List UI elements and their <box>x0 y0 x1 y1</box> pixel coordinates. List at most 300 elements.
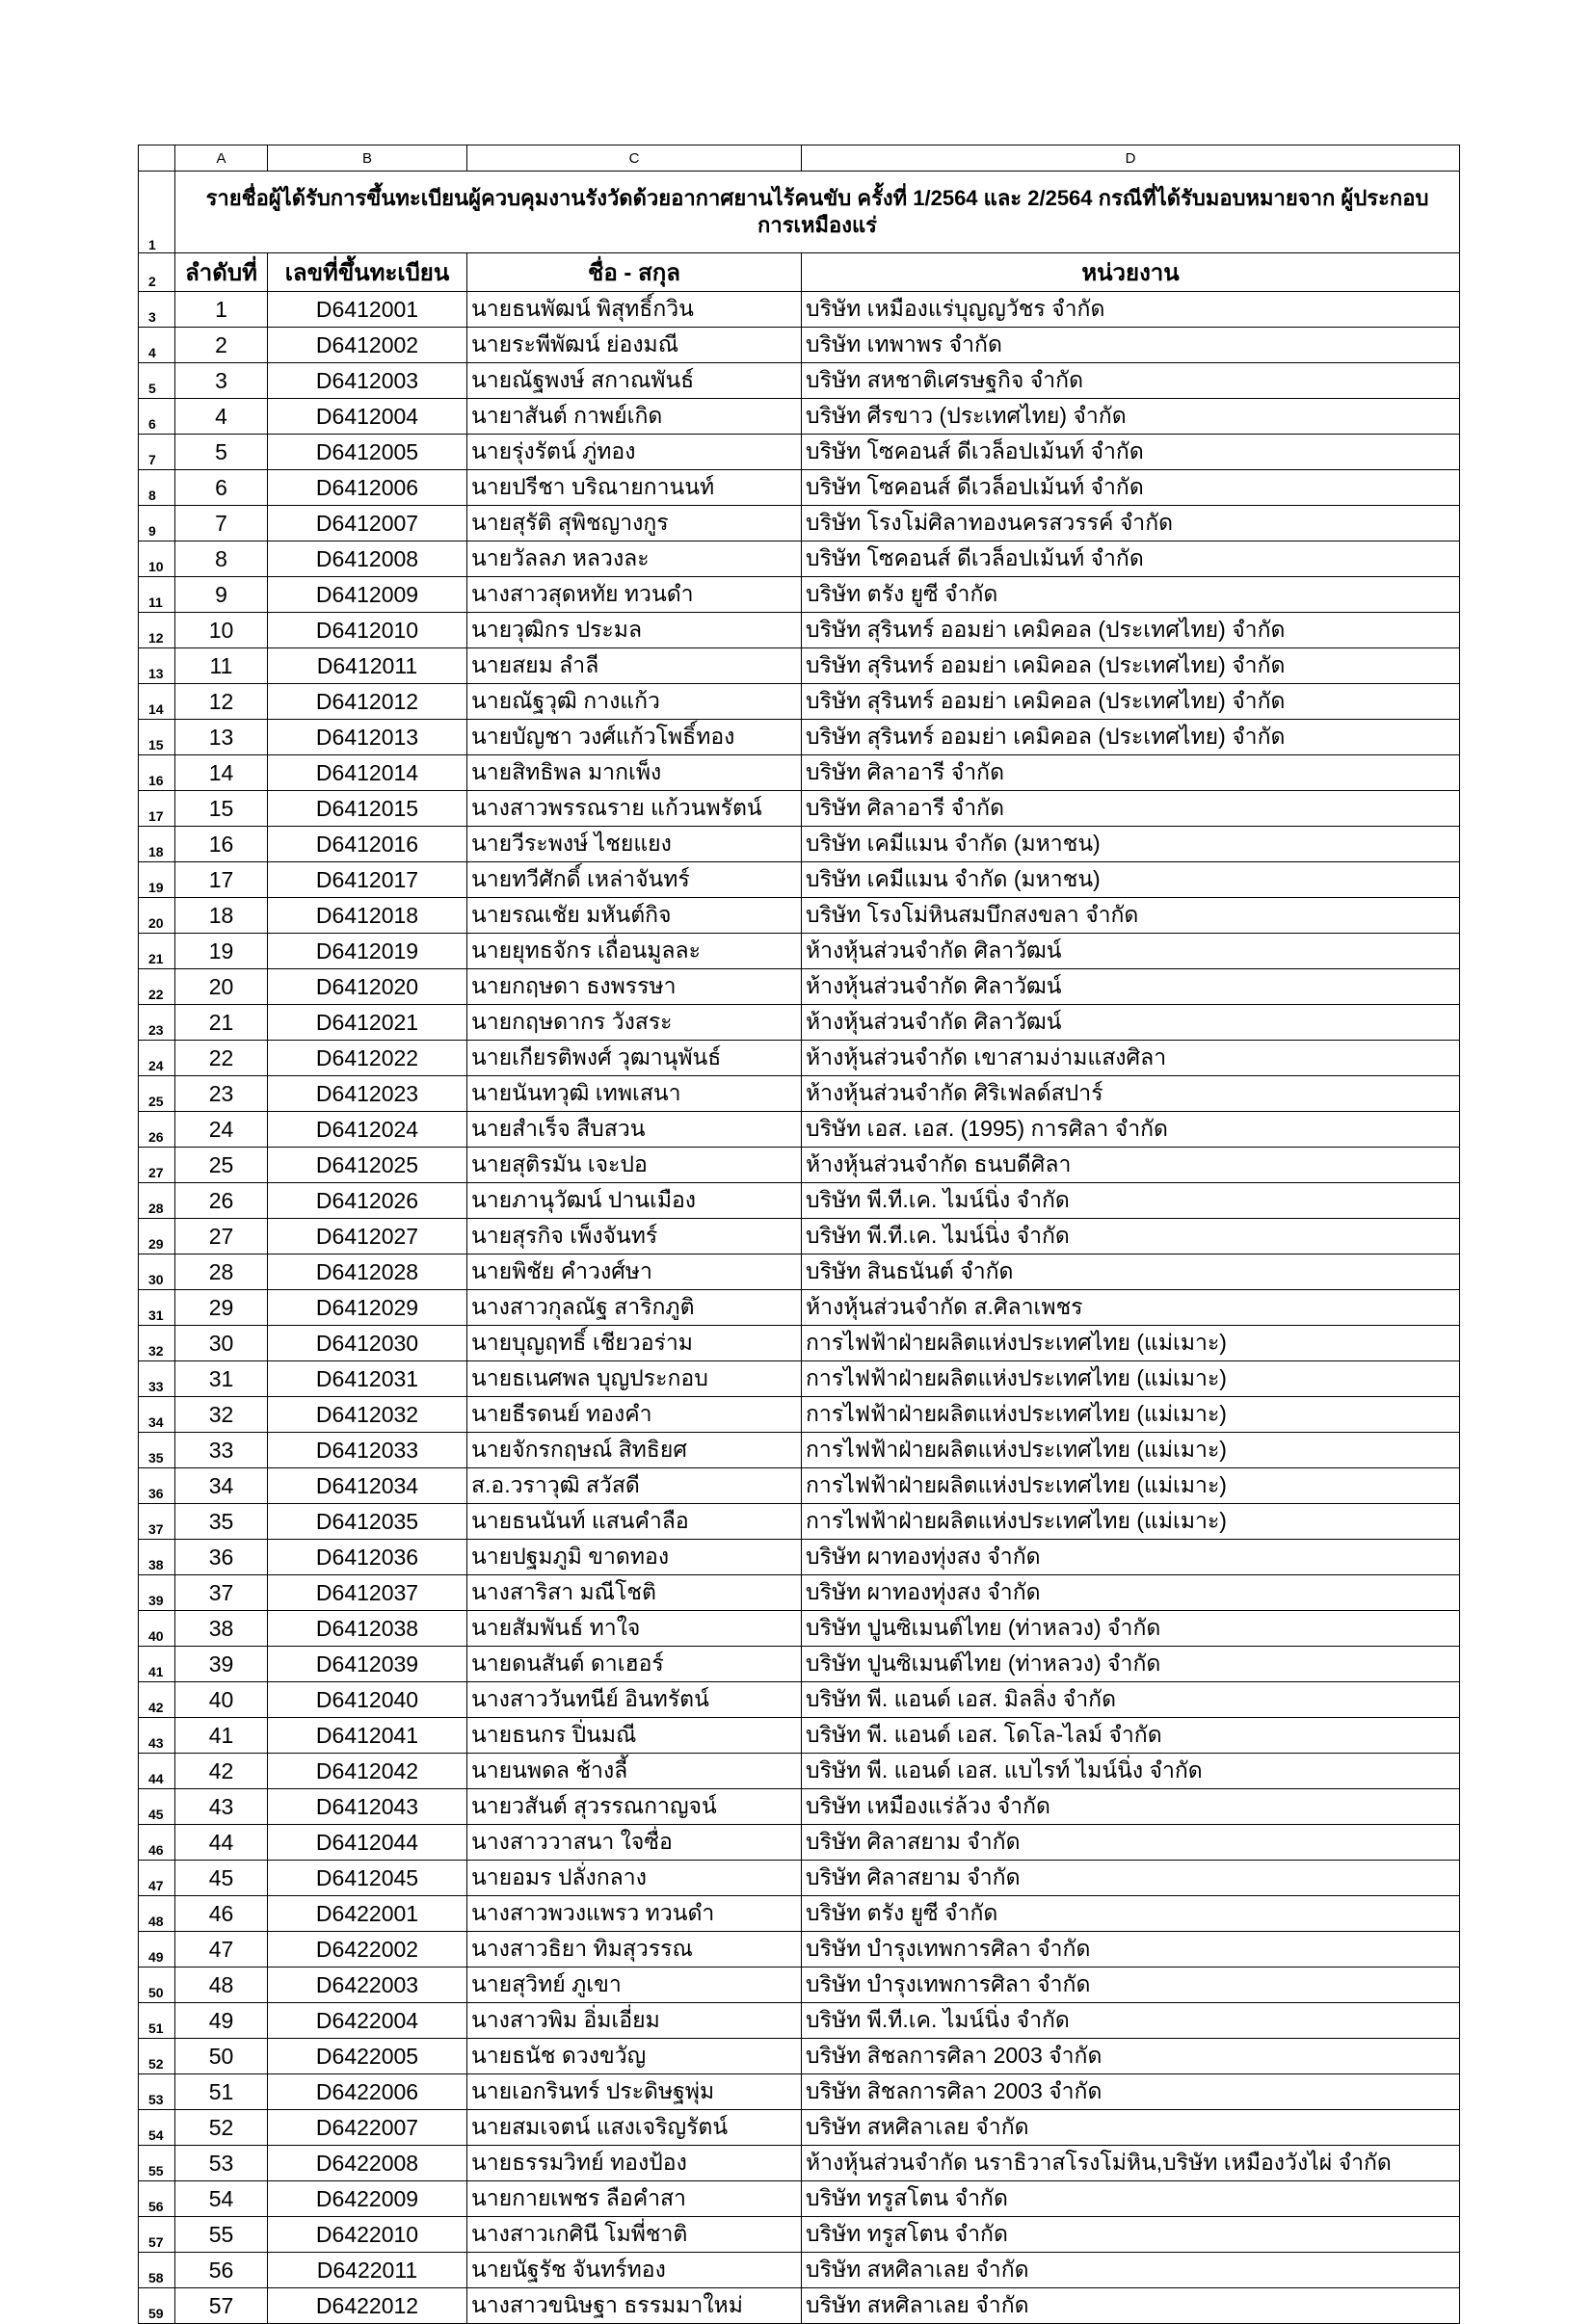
table-row <box>139 2146 1460 2181</box>
cell-name: นางสาริสา มณีโชติ <box>467 1575 802 1611</box>
cell-organization: บริษัท พี.ที.เค. ไมน์นิ่ง จำกัด <box>802 2003 1460 2039</box>
cell-name: นายบัญชา วงศ์แก้วโพธิ์ทอง <box>467 720 802 755</box>
row-number: 56 <box>139 2181 175 2217</box>
table-row <box>139 1290 1460 1326</box>
cell-name: นายนันทวุฒิ เทพเสนา <box>467 1076 802 1112</box>
row-number: 29 <box>139 1219 175 1254</box>
row-number: 18 <box>139 827 175 862</box>
cell-registration-no: D6412027 <box>268 1219 467 1254</box>
cell-name: นายธีรดนย์ ทองคำ <box>467 1397 802 1433</box>
table-row <box>139 328 1460 363</box>
table-row <box>139 862 1460 898</box>
cell-no: 2 <box>175 328 268 363</box>
cell-organization: บริษัท เหมืองแร่ล้วง จำกัด <box>802 1789 1460 1825</box>
row-number: 26 <box>139 1112 175 1148</box>
cell-registration-no: D6412030 <box>268 1326 467 1361</box>
cell-name: นายปฐมภูมิ ขาดทอง <box>467 1540 802 1575</box>
cell-registration-no: D6412012 <box>268 684 467 720</box>
cell-name: นายกฤษดากร วังสระ <box>467 1005 802 1041</box>
cell-name: นายสมเจตน์ แสงเจริญรัตน์ <box>467 2110 802 2146</box>
table-row <box>139 1575 1460 1611</box>
table-row <box>139 470 1460 506</box>
cell-registration-no: D6412014 <box>268 755 467 791</box>
cell-no: 20 <box>175 969 268 1005</box>
cell-no: 31 <box>175 1361 268 1397</box>
row-number: 54 <box>139 2110 175 2146</box>
cell-organization: บริษัท สหศิลาเลย จำกัด <box>802 2288 1460 2324</box>
row-number: 7 <box>139 435 175 470</box>
cell-registration-no: D6412016 <box>268 827 467 862</box>
cell-organization: บริษัท สหศิลาเลย จำกัด <box>802 2253 1460 2288</box>
cell-organization: ห้างหุ้นส่วนจำกัด เขาสามง่ามแสงศิลา <box>802 1041 1460 1076</box>
cell-no: 14 <box>175 755 268 791</box>
row-number: 53 <box>139 2074 175 2110</box>
cell-name: นางสาวพิม อิ่มเอี่ยม <box>467 2003 802 2039</box>
cell-organization: บริษัท พี. แอนด์ เอส. โดโล-ไลม์ จำกัด <box>802 1718 1460 1754</box>
cell-name: นายระพีพัฒน์ ย่องมณี <box>467 328 802 363</box>
table-row <box>139 2253 1460 2288</box>
cell-organization: บริษัท โซคอนส์ ดีเวล็อปเม้นท์ จำกัด <box>802 435 1460 470</box>
cell-name: ส.อ.วราวุฒิ สวัสดี <box>467 1468 802 1504</box>
cell-organization: บริษัท โรงโม่หินสมบึกสงขลา จำกัด <box>802 898 1460 934</box>
column-letter-c: C <box>467 145 802 172</box>
cell-organization: บริษัท สินธนันต์ จำกัด <box>802 1254 1460 1290</box>
cell-registration-no: D6412038 <box>268 1611 467 1647</box>
row-number: 8 <box>139 470 175 506</box>
header-organization: หน่วยงาน <box>802 253 1460 292</box>
cell-registration-no: D6412008 <box>268 541 467 577</box>
row-number: 42 <box>139 1682 175 1718</box>
row-number: 41 <box>139 1647 175 1682</box>
cell-no: 41 <box>175 1718 268 1754</box>
cell-name: นายทวีศักดิ์ เหล่าจันทร์ <box>467 862 802 898</box>
row-number: 46 <box>139 1825 175 1861</box>
table-row <box>139 1825 1460 1861</box>
column-letter-a: A <box>175 145 268 172</box>
title-row <box>139 172 1460 253</box>
table-row <box>139 2039 1460 2074</box>
sheet-body <box>139 145 1460 2324</box>
cell-organization: บริษัท สหชาติเศรษฐกิจ จำกัด <box>802 363 1460 399</box>
cell-no: 43 <box>175 1789 268 1825</box>
table-row <box>139 2181 1460 2217</box>
cell-organization: บริษัท เคมีแมน จำกัด (มหาชน) <box>802 827 1460 862</box>
table-row <box>139 1254 1460 1290</box>
row-number: 25 <box>139 1076 175 1112</box>
table-row <box>139 1896 1460 1932</box>
cell-registration-no: D6412017 <box>268 862 467 898</box>
row-number: 10 <box>139 541 175 577</box>
cell-name: นายนพดล ช้างลี้ <box>467 1754 802 1789</box>
cell-organization: ห้างหุ้นส่วนจำกัด ศิลาวัฒน์ <box>802 1005 1460 1041</box>
cell-registration-no: D6412031 <box>268 1361 467 1397</box>
table-row <box>139 1076 1460 1112</box>
row-number: 48 <box>139 1896 175 1932</box>
cell-registration-no: D6412024 <box>268 1112 467 1148</box>
row-number: 16 <box>139 755 175 791</box>
cell-organization: บริษัท สุรินทร์ ออมย่า เคมิคอล (ประเทศไทย) จำกัด <box>802 648 1460 684</box>
cell-no: 45 <box>175 1861 268 1896</box>
cell-no: 27 <box>175 1219 268 1254</box>
cell-organization: บริษัท ผาทองทุ่งสง จำกัด <box>802 1575 1460 1611</box>
row-number: 11 <box>139 577 175 613</box>
row-number: 17 <box>139 791 175 827</box>
cell-name: นายพิชัย คำวงศ์ษา <box>467 1254 802 1290</box>
cell-name: นายธเนศพล บุญประกอบ <box>467 1361 802 1397</box>
cell-organization: บริษัท พี. แอนด์ เอส. แบไรท์ ไมน์นิ่ง จำกัด <box>802 1754 1460 1789</box>
cell-name: นายสำเร็จ สืบสวน <box>467 1112 802 1148</box>
table-row <box>139 435 1460 470</box>
cell-registration-no: D6412029 <box>268 1290 467 1326</box>
cell-registration-no: D6422011 <box>268 2253 467 2288</box>
row-number: 49 <box>139 1932 175 1967</box>
cell-name: นายจักรกฤษณ์ สิทธิยศ <box>467 1433 802 1468</box>
cell-organization: บริษัท ทรูสโตน จำกัด <box>802 2217 1460 2253</box>
table-row <box>139 613 1460 648</box>
cell-organization: บริษัท เอส. เอส. (1995) การศิลา จำกัด <box>802 1112 1460 1148</box>
table-row <box>139 1754 1460 1789</box>
cell-no: 30 <box>175 1326 268 1361</box>
cell-registration-no: D6412044 <box>268 1825 467 1861</box>
cell-registration-no: D6412018 <box>268 898 467 934</box>
row-number: 22 <box>139 969 175 1005</box>
table-row <box>139 506 1460 541</box>
cell-name: นายเกียรติพงศ์ วุฒานุพันธ์ <box>467 1041 802 1076</box>
cell-registration-no: D6412004 <box>268 399 467 435</box>
row-number: 32 <box>139 1326 175 1361</box>
table-row <box>139 1540 1460 1575</box>
cell-no: 7 <box>175 506 268 541</box>
cell-organization: บริษัท โซคอนส์ ดีเวล็อปเม้นท์ จำกัด <box>802 470 1460 506</box>
table-row <box>139 1005 1460 1041</box>
cell-no: 55 <box>175 2217 268 2253</box>
row-number: 13 <box>139 648 175 684</box>
cell-registration-no: D6412006 <box>268 470 467 506</box>
cell-organization: บริษัท ศิลาสยาม จำกัด <box>802 1861 1460 1896</box>
cell-organization: บริษัท สุรินทร์ ออมย่า เคมิคอล (ประเทศไทย) จำกัด <box>802 613 1460 648</box>
cell-name: นางสาวขนิษฐา ธรรมมาใหม่ <box>467 2288 802 2324</box>
cell-organization: ห้างหุ้นส่วนจำกัด ธนบดีศิลา <box>802 1148 1460 1183</box>
cell-name: นายาสันต์ กาพย์เกิด <box>467 399 802 435</box>
cell-name: นางสาวพวงแพรว ทวนดำ <box>467 1896 802 1932</box>
cell-registration-no: D6412033 <box>268 1433 467 1468</box>
cell-no: 54 <box>175 2181 268 2217</box>
cell-registration-no: D6412043 <box>268 1789 467 1825</box>
cell-name: นายกายเพชร ลือคำสา <box>467 2181 802 2217</box>
cell-no: 37 <box>175 1575 268 1611</box>
cell-registration-no: D6412040 <box>268 1682 467 1718</box>
cell-name: นางสาวกุลณัฐ สาริกภูติ <box>467 1290 802 1326</box>
cell-organization: บริษัท สิชลการศิลา 2003 จำกัด <box>802 2074 1460 2110</box>
table-row <box>139 1682 1460 1718</box>
row-number: 6 <box>139 399 175 435</box>
spreadsheet-table <box>138 145 1460 2324</box>
cell-registration-no: D6422006 <box>268 2074 467 2110</box>
column-letter-b: B <box>268 145 467 172</box>
cell-registration-no: D6422008 <box>268 2146 467 2181</box>
cell-no: 10 <box>175 613 268 648</box>
cell-organization: บริษัท พี.ที.เค. ไมน์นิ่ง จำกัด <box>802 1219 1460 1254</box>
cell-no: 17 <box>175 862 268 898</box>
cell-registration-no: D6412035 <box>268 1504 467 1540</box>
cell-no: 57 <box>175 2288 268 2324</box>
cell-registration-no: D6412026 <box>268 1183 467 1219</box>
cell-organization: บริษัท เคมีแมน จำกัด (มหาชน) <box>802 862 1460 898</box>
table-row <box>139 2217 1460 2253</box>
cell-registration-no: D6412011 <box>268 648 467 684</box>
row-number: 36 <box>139 1468 175 1504</box>
cell-registration-no: D6412013 <box>268 720 467 755</box>
cell-name: นายสิทธิพล มากเพ็ง <box>467 755 802 791</box>
table-row <box>139 1718 1460 1754</box>
row-number: 31 <box>139 1290 175 1326</box>
cell-name: นายอมร ปลั่งกลาง <box>467 1861 802 1896</box>
cell-name: นางสาวสุดหทัย ทวนดำ <box>467 577 802 613</box>
cell-no: 18 <box>175 898 268 934</box>
cell-no: 24 <box>175 1112 268 1148</box>
row-number: 58 <box>139 2253 175 2288</box>
cell-no: 35 <box>175 1504 268 1540</box>
header-row <box>139 253 1460 292</box>
cell-organization: บริษัท ตรัง ยูซี จำกัด <box>802 1896 1460 1932</box>
cell-registration-no: D6412002 <box>268 328 467 363</box>
cell-organization: บริษัท ศิลาอารี จำกัด <box>802 791 1460 827</box>
row-number: 9 <box>139 506 175 541</box>
cell-no: 32 <box>175 1397 268 1433</box>
cell-name: นางสาวธิยา ทิมสุวรรณ <box>467 1932 802 1967</box>
cell-organization: ห้างหุ้นส่วนจำกัด ศิลาวัฒน์ <box>802 934 1460 969</box>
cell-no: 12 <box>175 684 268 720</box>
table-row <box>139 1112 1460 1148</box>
cell-registration-no: D6412005 <box>268 435 467 470</box>
row-number: 59 <box>139 2288 175 2324</box>
table-row <box>139 1647 1460 1682</box>
table-row <box>139 541 1460 577</box>
cell-registration-no: D6412036 <box>268 1540 467 1575</box>
cell-registration-no: D6412020 <box>268 969 467 1005</box>
cell-registration-no: D6422003 <box>268 1967 467 2003</box>
cell-no: 23 <box>175 1076 268 1112</box>
cell-organization: บริษัท สิชลการศิลา 2003 จำกัด <box>802 2039 1460 2074</box>
cell-no: 21 <box>175 1005 268 1041</box>
cell-name: นางสาวพรรณราย แก้วนพรัตน์ <box>467 791 802 827</box>
cell-registration-no: D6412039 <box>268 1647 467 1682</box>
cell-no: 15 <box>175 791 268 827</box>
cell-registration-no: D6412023 <box>268 1076 467 1112</box>
cell-no: 28 <box>175 1254 268 1290</box>
row-number: 23 <box>139 1005 175 1041</box>
table-row <box>139 1219 1460 1254</box>
table-row <box>139 399 1460 435</box>
cell-no: 22 <box>175 1041 268 1076</box>
row-number: 2 <box>139 253 175 292</box>
table-row <box>139 827 1460 862</box>
table-row <box>139 1611 1460 1647</box>
cell-no: 44 <box>175 1825 268 1861</box>
cell-organization: บริษัท ตรัง ยูซี จำกัด <box>802 577 1460 613</box>
cell-name: นายวีระพงษ์ ไชยแยง <box>467 827 802 862</box>
table-row <box>139 1468 1460 1504</box>
row-number: 20 <box>139 898 175 934</box>
cell-no: 9 <box>175 577 268 613</box>
cell-name: นายดนสันต์ ดาเฮอร์ <box>467 1647 802 1682</box>
cell-name: นายสุรกิจ เพ็งจันทร์ <box>467 1219 802 1254</box>
table-row <box>139 1932 1460 1967</box>
cell-name: นายสยม ลำลี <box>467 648 802 684</box>
cell-registration-no: D6412037 <box>268 1575 467 1611</box>
cell-name: นายเอกรินทร์ ประดิษฐพุ่ม <box>467 2074 802 2110</box>
row-number: 37 <box>139 1504 175 1540</box>
row-number: 1 <box>139 172 175 253</box>
table-row <box>139 1967 1460 2003</box>
cell-organization: บริษัท ปูนซิเมนต์ไทย (ท่าหลวง) จำกัด <box>802 1647 1460 1682</box>
cell-organization: บริษัท เทพาพร จำกัด <box>802 328 1460 363</box>
table-row <box>139 1861 1460 1896</box>
cell-organization: บริษัท โซคอนส์ ดีเวล็อปเม้นท์ จำกัด <box>802 541 1460 577</box>
table-row <box>139 363 1460 399</box>
table-row <box>139 2110 1460 2146</box>
cell-registration-no: D6412019 <box>268 934 467 969</box>
cell-name: นายวัลลภ หลวงละ <box>467 541 802 577</box>
row-number: 21 <box>139 934 175 969</box>
table-row <box>139 2003 1460 2039</box>
cell-no: 13 <box>175 720 268 755</box>
table-row <box>139 969 1460 1005</box>
table-row <box>139 577 1460 613</box>
cell-registration-no: D6422004 <box>268 2003 467 2039</box>
cell-name: นายณัฐพงษ์ สกาณพันธ์ <box>467 363 802 399</box>
cell-registration-no: D6412003 <box>268 363 467 399</box>
cell-name: นายสุวิทย์ ภูเขา <box>467 1967 802 2003</box>
row-number: 24 <box>139 1041 175 1076</box>
cell-organization: การไฟฟ้าฝ่ายผลิตแห่งประเทศไทย (แม่เมาะ) <box>802 1504 1460 1540</box>
cell-name: นายวุฒิกร ประมล <box>467 613 802 648</box>
cell-organization: การไฟฟ้าฝ่ายผลิตแห่งประเทศไทย (แม่เมาะ) <box>802 1433 1460 1468</box>
row-number: 47 <box>139 1861 175 1896</box>
table-row <box>139 791 1460 827</box>
cell-name: นายบุญฤทธิ์ เชียวอร่าม <box>467 1326 802 1361</box>
cell-registration-no: D6422001 <box>268 1896 467 1932</box>
cell-no: 48 <box>175 1967 268 2003</box>
cell-name: นายยุทธจักร เถื่อนมูลละ <box>467 934 802 969</box>
cell-registration-no: D6422012 <box>268 2288 467 2324</box>
table-row <box>139 1326 1460 1361</box>
cell-organization: การไฟฟ้าฝ่ายผลิตแห่งประเทศไทย (แม่เมาะ) <box>802 1361 1460 1397</box>
cell-registration-no: D6422010 <box>268 2217 467 2253</box>
table-row <box>139 2074 1460 2110</box>
corner-cell <box>139 145 175 172</box>
cell-organization: บริษัท บำรุงเทพการศิลา จำกัด <box>802 1932 1460 1967</box>
cell-organization: บริษัท สุรินทร์ ออมย่า เคมิคอล (ประเทศไทย) จำกัด <box>802 720 1460 755</box>
cell-name: นายสัมพันธ์ ทาใจ <box>467 1611 802 1647</box>
table-row <box>139 292 1460 328</box>
cell-registration-no: D6412010 <box>268 613 467 648</box>
cell-no: 25 <box>175 1148 268 1183</box>
cell-no: 4 <box>175 399 268 435</box>
cell-no: 47 <box>175 1932 268 1967</box>
cell-name: นางสาวเกศินี โมพี่ชาติ <box>467 2217 802 2253</box>
table-row <box>139 755 1460 791</box>
table-row <box>139 720 1460 755</box>
row-number: 15 <box>139 720 175 755</box>
cell-organization: การไฟฟ้าฝ่ายผลิตแห่งประเทศไทย (แม่เมาะ) <box>802 1326 1460 1361</box>
cell-no: 36 <box>175 1540 268 1575</box>
cell-no: 8 <box>175 541 268 577</box>
cell-no: 56 <box>175 2253 268 2288</box>
cell-organization: บริษัท ทรูสโตน จำกัด <box>802 2181 1460 2217</box>
cell-no: 53 <box>175 2146 268 2181</box>
cell-no: 26 <box>175 1183 268 1219</box>
cell-no: 46 <box>175 1896 268 1932</box>
header-registration-no: เลขที่ขึ้นทะเบียน <box>268 253 467 292</box>
row-number: 28 <box>139 1183 175 1219</box>
cell-name: นายวสันต์ สุวรรณกาญจน์ <box>467 1789 802 1825</box>
cell-name: นายรุ่งรัตน์ ภู่ทอง <box>467 435 802 470</box>
cell-organization: บริษัท เหมืองแร่บุญญวัชร จำกัด <box>802 292 1460 328</box>
table-row <box>139 1397 1460 1433</box>
cell-organization: บริษัท ปูนซิเมนต์ไทย (ท่าหลวง) จำกัด <box>802 1611 1460 1647</box>
cell-no: 5 <box>175 435 268 470</box>
cell-organization: บริษัท ผาทองทุ่งสง จำกัด <box>802 1540 1460 1575</box>
row-number: 35 <box>139 1433 175 1468</box>
cell-name: นายธนกร ปิ่นมณี <box>467 1718 802 1754</box>
row-number: 50 <box>139 1967 175 2003</box>
cell-registration-no: D6422007 <box>268 2110 467 2146</box>
row-number: 14 <box>139 684 175 720</box>
cell-organization: บริษัท บำรุงเทพการศิลา จำกัด <box>802 1967 1460 2003</box>
cell-no: 38 <box>175 1611 268 1647</box>
cell-no: 16 <box>175 827 268 862</box>
cell-organization: บริษัท ศิลาสยาม จำกัด <box>802 1825 1460 1861</box>
header-no: ลำดับที่ <box>175 253 268 292</box>
header-name: ชื่อ - สกุล <box>467 253 802 292</box>
row-number: 5 <box>139 363 175 399</box>
cell-registration-no: D6422002 <box>268 1932 467 1967</box>
column-letter-d: D <box>802 145 1460 172</box>
cell-name: นายสุรัติ สุพิชญางกูร <box>467 506 802 541</box>
cell-no: 39 <box>175 1647 268 1682</box>
row-number: 12 <box>139 613 175 648</box>
row-number: 44 <box>139 1754 175 1789</box>
cell-organization: การไฟฟ้าฝ่ายผลิตแห่งประเทศไทย (แม่เมาะ) <box>802 1468 1460 1504</box>
cell-name: นายนัฐรัช จันทร์ทอง <box>467 2253 802 2288</box>
cell-organization: บริษัท ศีรขาว (ประเทศไทย) จำกัด <box>802 399 1460 435</box>
cell-organization: บริษัท ศิลาอารี จำกัด <box>802 755 1460 791</box>
row-number: 52 <box>139 2039 175 2074</box>
cell-name: นางสาววาสนา ใจซื่อ <box>467 1825 802 1861</box>
row-number: 51 <box>139 2003 175 2039</box>
cell-no: 34 <box>175 1468 268 1504</box>
cell-no: 6 <box>175 470 268 506</box>
row-number: 39 <box>139 1575 175 1611</box>
cell-registration-no: D6412034 <box>268 1468 467 1504</box>
cell-registration-no: D6422009 <box>268 2181 467 2217</box>
cell-organization: บริษัท สหศิลาเลย จำกัด <box>802 2110 1460 2146</box>
cell-registration-no: D6412025 <box>268 1148 467 1183</box>
row-number: 19 <box>139 862 175 898</box>
cell-registration-no: D6412001 <box>268 292 467 328</box>
cell-name: นายธนัช ดวงขวัญ <box>467 2039 802 2074</box>
cell-name: นายณัฐวุฒิ กางแก้ว <box>467 684 802 720</box>
cell-registration-no: D6412042 <box>268 1754 467 1789</box>
row-number: 4 <box>139 328 175 363</box>
row-number: 45 <box>139 1789 175 1825</box>
cell-no: 3 <box>175 363 268 399</box>
cell-registration-no: D6412022 <box>268 1041 467 1076</box>
row-number: 34 <box>139 1397 175 1433</box>
cell-name: นายรณเชัย มหันต์กิจ <box>467 898 802 934</box>
row-number: 33 <box>139 1361 175 1397</box>
